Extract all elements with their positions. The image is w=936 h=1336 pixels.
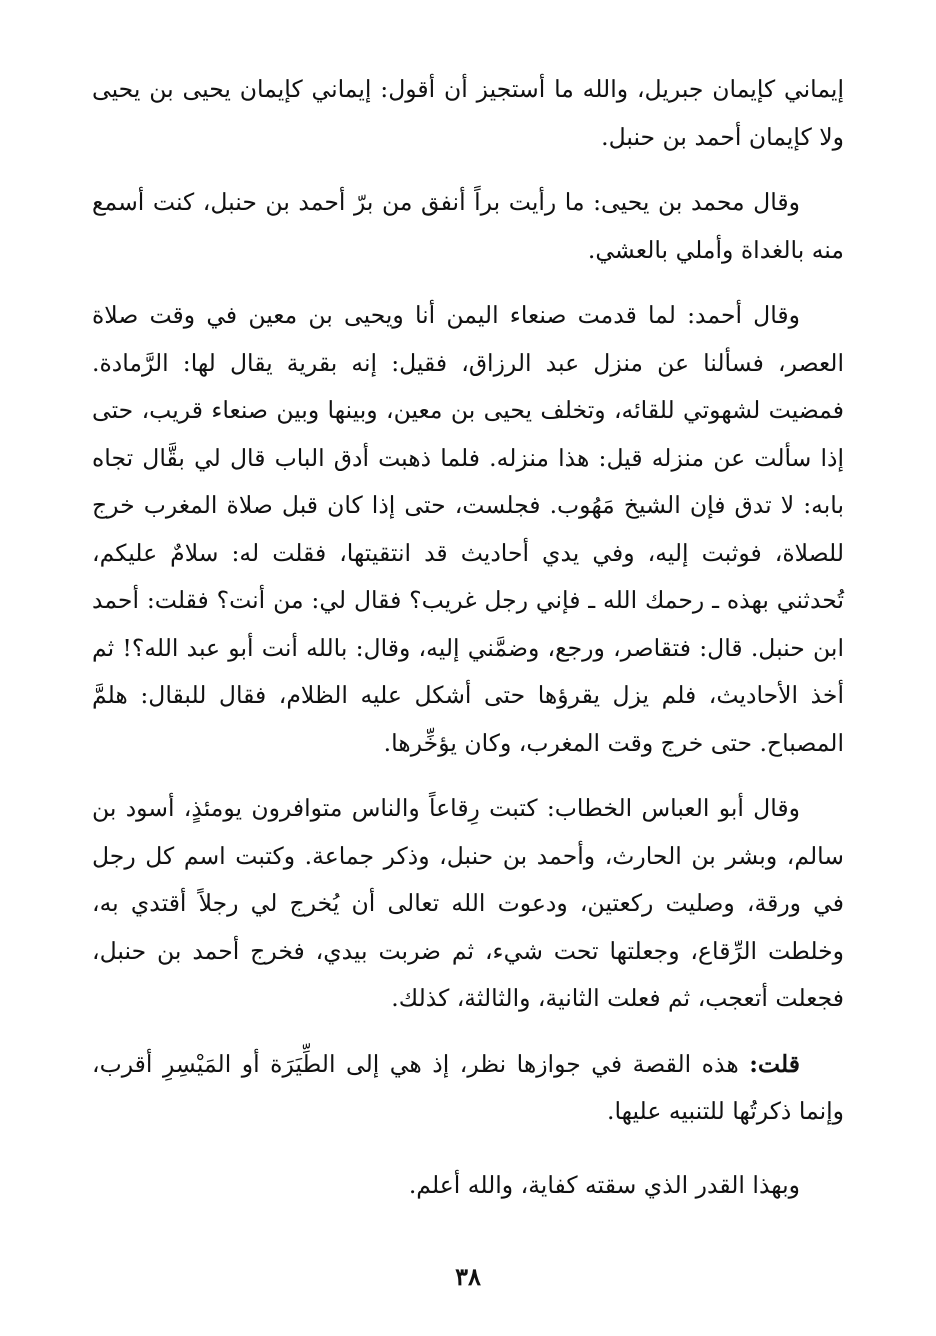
paragraph-3: وقال أحمد: لما قدمت صنعاء اليمن أنا ويحيى بن معين في وقت صلاة العصر، فسألنا عن منزل عبد الرزاق، فقيل: إنه بقرية يقال لها: الرَّمادة. فمضيت لشهوتي للقائه، وتخلف يحيى بن معين، وبينها وبين صنعاء قريب، حتى إذا سألت عن منزله قيل: هذا منزله. فلما ذهبت أدق الباب قال لي بقَّال تجاه بابه: لا تدق فإن الشيخ مَهُوب. فجلست، حتى إذا كان قبل صلاة المغرب خرج للصلاة، فوثبت إليه، وفي يدي أحاديث قد انتقيتها، فقلت له: سلامٌ عليكم، تُحدثني بهذه ـ رحمك الله ـ فإني رجل غريب؟ فقال لي: من أنت؟ فقلت: أحمد ابن حنبل. قال: فتقاصر، ورجع، وضمَّني إليه، وقال: بالله أنت أبو عبد الله؟! ثم أخذ الأحاديث، فلم يزل يقرؤها حتى أشكل عليه الظلام، فقال للبقال: هلمَّ المصباح. حتى خرج وقت المغرب، وكان يؤخِّرها. [92, 301, 844, 757]
page-body [92, 66, 844, 1209]
paragraph-4: وقال أبو العباس الخطاب: كتبت رِقاعاً والناس متوافرون يومئذٍ، أسود بن سالم، وبشر بن الحارث، وأحمد بن حنبل، وذكر جماعة. وكتبت اسم كل رجل في ورقة، وصليت ركعتين، ودعوت الله تعالى أن يُخرج لي رجلاً أقتدي به، وخلطت الرِّقاع، وجعلتها تحت شيء، ثم ضربت بيدي، فخرج أحمد بن حنبل، فجعلت أتعجب، ثم فعلت الثانية، والثالثة، كذلك. [92, 794, 844, 1012]
paragraph-5-text: هذه القصة في جوازها نظر، إذ هي إلى الطِّيَرَة أو المَيْسِرِ أقرب، وإنما ذكرتُها للتنبيه عليها. [92, 1049, 844, 1125]
paragraph-6: وبهذا القدر الذي سقته كفاية، والله أعلم. [408, 1170, 800, 1199]
paragraph-1: إيماني كإيمان جبريل، والله ما أستجيز أن أقول: إيماني كإيمان يحيى بن يحيى ولا كإيمان أحمد بن حنبل. [92, 75, 844, 151]
page-number: ٣٨ [455, 1262, 481, 1291]
paragraph-5-lead: قلت: [749, 1049, 800, 1078]
paragraph-5 [92, 1041, 844, 1136]
paragraph-2: وقال محمد بن يحيى: ما رأيت براً أنفق من برّ أحمد بن حنبل، كنت أسمع منه بالغداة وأملي بالعشي. [92, 188, 844, 264]
